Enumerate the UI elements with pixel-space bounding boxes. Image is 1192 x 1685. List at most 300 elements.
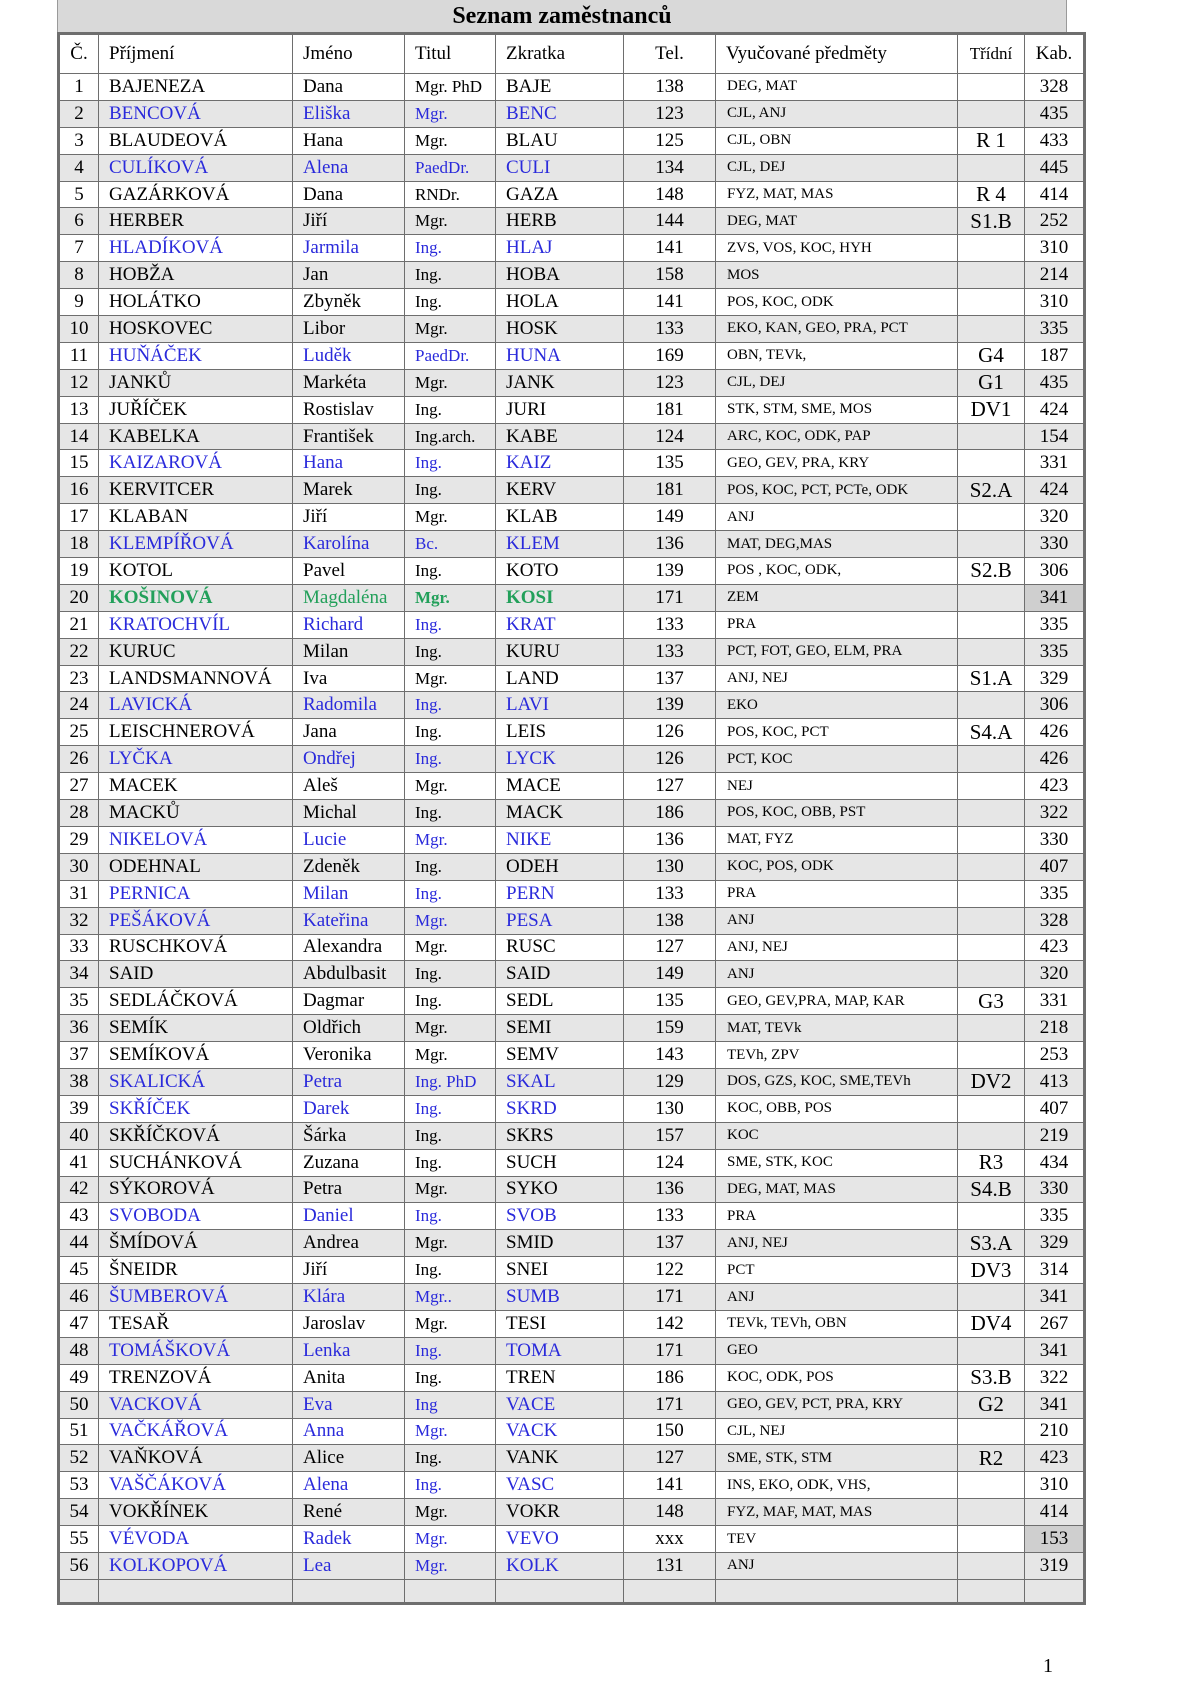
table-row [59, 1149, 1085, 1176]
cell-class: S1.A [958, 665, 1025, 692]
cell-class [958, 531, 1025, 558]
cell-surname: HUŇÁČEK [99, 342, 293, 369]
cell-no: 24 [59, 692, 99, 719]
cell-abbr: VACE [496, 1391, 624, 1418]
cell-room: 423 [1025, 773, 1085, 800]
table-row [59, 988, 1085, 1015]
cell-no: 41 [59, 1149, 99, 1176]
cell-title: Ing. [405, 235, 496, 262]
cell-abbr: BLAU [496, 127, 624, 154]
cell-name: Eva [293, 1391, 405, 1418]
cell-title: Ing. [405, 800, 496, 827]
page-title: Seznam zaměstnanců [57, 0, 1067, 32]
cell-abbr: SKAL [496, 1068, 624, 1095]
cell-tel: 150 [624, 1418, 716, 1445]
cell-class [958, 907, 1025, 934]
cell-abbr: VANK [496, 1445, 624, 1472]
empty-cell [624, 1579, 716, 1603]
cell-title: Mgr. [405, 127, 496, 154]
cell-class: G1 [958, 369, 1025, 396]
cell-title: Ing. [405, 1257, 496, 1284]
cell-abbr: LYCK [496, 746, 624, 773]
cell-abbr: SEDL [496, 988, 624, 1015]
cell-room: 322 [1025, 1364, 1085, 1391]
cell-subjects: STK, STM, SME, MOS [716, 396, 958, 423]
header-subjects: Vyučované předměty [716, 34, 958, 74]
cell-tel: 124 [624, 423, 716, 450]
cell-name: Alexandra [293, 934, 405, 961]
cell-no: 31 [59, 880, 99, 907]
cell-surname: HOBŽA [99, 262, 293, 289]
cell-no: 7 [59, 235, 99, 262]
cell-room: 423 [1025, 934, 1085, 961]
cell-abbr: SEMI [496, 1015, 624, 1042]
cell-title: Ing. [405, 1337, 496, 1364]
cell-surname: KLABAN [99, 504, 293, 531]
cell-subjects: FYZ, MAT, MAS [716, 181, 958, 208]
cell-abbr: HERB [496, 208, 624, 235]
cell-room: 445 [1025, 154, 1085, 181]
cell-class [958, 1042, 1025, 1069]
cell-class: DV4 [958, 1310, 1025, 1337]
cell-surname: JUŘÍČEK [99, 396, 293, 423]
cell-class: S2.B [958, 558, 1025, 585]
cell-room: 335 [1025, 611, 1085, 638]
cell-class [958, 154, 1025, 181]
table-row [59, 1418, 1085, 1445]
cell-tel: 158 [624, 262, 716, 289]
cell-abbr: LEIS [496, 719, 624, 746]
cell-title: Mgr. [405, 1310, 496, 1337]
cell-title: Ing. [405, 396, 496, 423]
cell-abbr: MACE [496, 773, 624, 800]
table-row [59, 1257, 1085, 1284]
cell-no: 49 [59, 1364, 99, 1391]
cell-tel: 181 [624, 477, 716, 504]
cell-abbr: KLAB [496, 504, 624, 531]
cell-name: Oldřich [293, 1015, 405, 1042]
cell-abbr: VACK [496, 1418, 624, 1445]
cell-subjects: PCT, FOT, GEO, ELM, PRA [716, 638, 958, 665]
cell-no: 55 [59, 1526, 99, 1553]
table-row [59, 74, 1085, 101]
cell-abbr: HUNA [496, 342, 624, 369]
cell-tel: 186 [624, 800, 716, 827]
cell-subjects: ZEM [716, 584, 958, 611]
cell-name: Lucie [293, 826, 405, 853]
cell-room: 330 [1025, 1176, 1085, 1203]
cell-class [958, 1472, 1025, 1499]
cell-room: 424 [1025, 477, 1085, 504]
cell-tel: 127 [624, 934, 716, 961]
cell-tel: 171 [624, 1337, 716, 1364]
cell-name: Markéta [293, 369, 405, 396]
cell-surname: PERNICA [99, 880, 293, 907]
cell-surname: KAIZAROVÁ [99, 450, 293, 477]
cell-surname: ŠMÍDOVÁ [99, 1230, 293, 1257]
cell-title: Mgr. PhD [405, 74, 496, 101]
table-row [59, 1042, 1085, 1069]
cell-room: 341 [1025, 1284, 1085, 1311]
cell-no: 51 [59, 1418, 99, 1445]
cell-abbr: HOBA [496, 262, 624, 289]
cell-tel: 141 [624, 235, 716, 262]
empty-cell [99, 1579, 293, 1603]
cell-subjects: MOS [716, 262, 958, 289]
cell-name: Radomila [293, 692, 405, 719]
empty-cell [405, 1579, 496, 1603]
cell-tel: 126 [624, 719, 716, 746]
cell-no: 33 [59, 934, 99, 961]
cell-class: R 4 [958, 181, 1025, 208]
cell-title: Ing. [405, 1364, 496, 1391]
table-row [59, 1230, 1085, 1257]
cell-subjects: KOC, ODK, POS [716, 1364, 958, 1391]
cell-subjects: POS, KOC, PCT [716, 719, 958, 746]
cell-name: Veronika [293, 1042, 405, 1069]
cell-room: 153 [1025, 1526, 1085, 1553]
cell-name: Pavel [293, 558, 405, 585]
cell-tel: 136 [624, 531, 716, 558]
cell-abbr: VASC [496, 1472, 624, 1499]
cell-name: Zuzana [293, 1149, 405, 1176]
cell-abbr: KABE [496, 423, 624, 450]
cell-surname: KERVITCER [99, 477, 293, 504]
cell-class: R3 [958, 1149, 1025, 1176]
cell-subjects: EKO [716, 692, 958, 719]
cell-room: 252 [1025, 208, 1085, 235]
cell-tel: 181 [624, 396, 716, 423]
cell-room: 330 [1025, 531, 1085, 558]
cell-no: 28 [59, 800, 99, 827]
cell-surname: HOLÁTKO [99, 289, 293, 316]
cell-room: 434 [1025, 1149, 1085, 1176]
cell-abbr: LAVI [496, 692, 624, 719]
cell-name: Jiří [293, 1257, 405, 1284]
cell-name: Zbyněk [293, 289, 405, 316]
cell-title: Bc. [405, 531, 496, 558]
cell-name: Hana [293, 127, 405, 154]
cell-name: Jarmila [293, 235, 405, 262]
cell-tel: 186 [624, 1364, 716, 1391]
employee-list-sheet [57, 0, 1073, 1605]
header-tel: Tel. [624, 34, 716, 74]
cell-tel: 126 [624, 746, 716, 773]
cell-no: 35 [59, 988, 99, 1015]
cell-name: Michal [293, 800, 405, 827]
cell-room: 423 [1025, 1445, 1085, 1472]
cell-title: Ing. [405, 477, 496, 504]
cell-name: Ondřej [293, 746, 405, 773]
cell-abbr: KRAT [496, 611, 624, 638]
table-row [59, 262, 1085, 289]
cell-subjects: PCT, KOC [716, 746, 958, 773]
cell-title: Mgr. [405, 1230, 496, 1257]
cell-abbr: MACK [496, 800, 624, 827]
cell-no: 52 [59, 1445, 99, 1472]
cell-no: 11 [59, 342, 99, 369]
cell-surname: VAČKÁŘOVÁ [99, 1418, 293, 1445]
cell-subjects: KOC [716, 1122, 958, 1149]
cell-name: Daniel [293, 1203, 405, 1230]
table-row [59, 208, 1085, 235]
cell-subjects: MAT, FYZ [716, 826, 958, 853]
cell-abbr: LAND [496, 665, 624, 692]
cell-room: 218 [1025, 1015, 1085, 1042]
cell-class [958, 1526, 1025, 1553]
cell-subjects: DOS, GZS, KOC, SME,TEVh [716, 1068, 958, 1095]
cell-subjects: ANJ [716, 1552, 958, 1579]
cell-no: 23 [59, 665, 99, 692]
cell-room: 306 [1025, 558, 1085, 585]
cell-room: 335 [1025, 316, 1085, 343]
table-row-empty [59, 1579, 1085, 1603]
table-row [59, 638, 1085, 665]
cell-surname: LEISCHNEROVÁ [99, 719, 293, 746]
cell-subjects: NEJ [716, 773, 958, 800]
cell-room: 310 [1025, 235, 1085, 262]
table-row [59, 692, 1085, 719]
cell-tel: 171 [624, 1284, 716, 1311]
cell-no: 14 [59, 423, 99, 450]
cell-subjects: ANJ [716, 907, 958, 934]
cell-no: 3 [59, 127, 99, 154]
table-header-row [59, 34, 1085, 74]
cell-subjects: GEO, GEV, PRA, KRY [716, 450, 958, 477]
table-row [59, 826, 1085, 853]
cell-subjects: ANJ, NEJ [716, 665, 958, 692]
cell-title: Mgr. [405, 1015, 496, 1042]
cell-name: Jiří [293, 504, 405, 531]
cell-no: 9 [59, 289, 99, 316]
table-row [59, 611, 1085, 638]
cell-subjects: KOC, POS, ODK [716, 853, 958, 880]
cell-surname: JANKŮ [99, 369, 293, 396]
cell-subjects: OBN, TEVk, [716, 342, 958, 369]
cell-surname: ŠUMBEROVÁ [99, 1284, 293, 1311]
cell-no: 26 [59, 746, 99, 773]
cell-surname: LYČKA [99, 746, 293, 773]
cell-title: Mgr. [405, 665, 496, 692]
cell-class: DV3 [958, 1257, 1025, 1284]
cell-title: Ing. [405, 988, 496, 1015]
cell-tel: 157 [624, 1122, 716, 1149]
cell-no: 13 [59, 396, 99, 423]
cell-surname: HERBER [99, 208, 293, 235]
cell-surname: MACEK [99, 773, 293, 800]
cell-tel: 141 [624, 289, 716, 316]
cell-surname: KLEMPÍŘOVÁ [99, 531, 293, 558]
cell-class: DV1 [958, 396, 1025, 423]
empty-cell [958, 1579, 1025, 1603]
cell-class [958, 1499, 1025, 1526]
table-row [59, 1310, 1085, 1337]
cell-name: Lea [293, 1552, 405, 1579]
cell-no: 50 [59, 1391, 99, 1418]
cell-tel: 171 [624, 1391, 716, 1418]
cell-name: František [293, 423, 405, 450]
cell-no: 54 [59, 1499, 99, 1526]
cell-room: 154 [1025, 423, 1085, 450]
cell-class [958, 1284, 1025, 1311]
cell-surname: VACKOVÁ [99, 1391, 293, 1418]
cell-tel: 133 [624, 880, 716, 907]
cell-class [958, 1122, 1025, 1149]
cell-surname: VÉVODA [99, 1526, 293, 1553]
empty-cell [59, 1579, 99, 1603]
cell-subjects: MAT, TEVk [716, 1015, 958, 1042]
cell-tel: 144 [624, 208, 716, 235]
cell-tel: 127 [624, 1445, 716, 1472]
cell-name: Šárka [293, 1122, 405, 1149]
cell-title: Mgr.. [405, 1284, 496, 1311]
cell-title: Mgr. [405, 934, 496, 961]
cell-title: Ing. [405, 1095, 496, 1122]
header-surname: Příjmení [99, 34, 293, 74]
cell-tel: 136 [624, 1176, 716, 1203]
cell-title: Ing. [405, 746, 496, 773]
cell-name: Luděk [293, 342, 405, 369]
cell-title: RNDr. [405, 181, 496, 208]
cell-name: Milan [293, 880, 405, 907]
cell-subjects: KOC, OBB, POS [716, 1095, 958, 1122]
table-row [59, 1445, 1085, 1472]
cell-tel: 130 [624, 1095, 716, 1122]
cell-tel: 123 [624, 369, 716, 396]
cell-subjects: DEG, MAT, MAS [716, 1176, 958, 1203]
cell-tel: 142 [624, 1310, 716, 1337]
cell-title: Ing. [405, 1149, 496, 1176]
cell-name: Rostislav [293, 396, 405, 423]
cell-no: 19 [59, 558, 99, 585]
cell-class [958, 692, 1025, 719]
cell-surname: GAZÁRKOVÁ [99, 181, 293, 208]
empty-cell [716, 1579, 958, 1603]
table-row [59, 477, 1085, 504]
table-row [59, 1122, 1085, 1149]
cell-surname: KABELKA [99, 423, 293, 450]
cell-no: 46 [59, 1284, 99, 1311]
cell-subjects: ANJ, NEJ [716, 934, 958, 961]
cell-title: Mgr. [405, 1499, 496, 1526]
cell-abbr: SNEI [496, 1257, 624, 1284]
cell-name: Milan [293, 638, 405, 665]
cell-no: 17 [59, 504, 99, 531]
cell-surname: SEDLÁČKOVÁ [99, 988, 293, 1015]
cell-surname: SEMÍKOVÁ [99, 1042, 293, 1069]
table-row [59, 1391, 1085, 1418]
cell-room: 320 [1025, 504, 1085, 531]
header-abbr: Zkratka [496, 34, 624, 74]
cell-surname: CULÍKOVÁ [99, 154, 293, 181]
table-row [59, 719, 1085, 746]
cell-name: Alena [293, 154, 405, 181]
cell-surname: NIKELOVÁ [99, 826, 293, 853]
cell-abbr: SKRD [496, 1095, 624, 1122]
header-title: Titul [405, 34, 496, 74]
cell-no: 32 [59, 907, 99, 934]
cell-subjects: FYZ, MAF, MAT, MAS [716, 1499, 958, 1526]
cell-surname: KOLKOPOVÁ [99, 1552, 293, 1579]
cell-subjects: POS , KOC, ODK, [716, 558, 958, 585]
cell-class: G2 [958, 1391, 1025, 1418]
cell-surname: VAŇKOVÁ [99, 1445, 293, 1472]
cell-title: Ing. [405, 1472, 496, 1499]
table-row [59, 1284, 1085, 1311]
cell-subjects: ZVS, VOS, KOC, HYH [716, 235, 958, 262]
cell-surname: LAVICKÁ [99, 692, 293, 719]
cell-abbr: VOKR [496, 1499, 624, 1526]
cell-subjects: EKO, KAN, GEO, PRA, PCT [716, 316, 958, 343]
table-row [59, 342, 1085, 369]
cell-abbr: SUMB [496, 1284, 624, 1311]
cell-class [958, 880, 1025, 907]
cell-subjects: ARC, KOC, ODK, PAP [716, 423, 958, 450]
cell-no: 5 [59, 181, 99, 208]
cell-surname: VOKŘÍNEK [99, 1499, 293, 1526]
cell-name: Magdaléna [293, 584, 405, 611]
cell-subjects: TEVk, TEVh, OBN [716, 1310, 958, 1337]
cell-subjects: DEG, MAT [716, 74, 958, 101]
empty-cell [496, 1579, 624, 1603]
cell-abbr: HOSK [496, 316, 624, 343]
cell-name: Zdeněk [293, 853, 405, 880]
cell-surname: ŠNEIDR [99, 1257, 293, 1284]
cell-subjects: SME, STK, STM [716, 1445, 958, 1472]
table-row [59, 773, 1085, 800]
cell-class: G3 [958, 988, 1025, 1015]
cell-surname: HOSKOVEC [99, 316, 293, 343]
cell-class: R2 [958, 1445, 1025, 1472]
cell-room: 328 [1025, 907, 1085, 934]
cell-no: 37 [59, 1042, 99, 1069]
cell-name: Kateřina [293, 907, 405, 934]
cell-room: 328 [1025, 74, 1085, 101]
cell-class [958, 74, 1025, 101]
cell-no: 36 [59, 1015, 99, 1042]
cell-name: René [293, 1499, 405, 1526]
cell-room: 433 [1025, 127, 1085, 154]
cell-name: Radek [293, 1526, 405, 1553]
cell-title: Ing [405, 1391, 496, 1418]
cell-class [958, 1418, 1025, 1445]
table-row [59, 1015, 1085, 1042]
empty-cell [1025, 1579, 1085, 1603]
cell-tel: 171 [624, 584, 716, 611]
table-row [59, 907, 1085, 934]
cell-title: Ing. [405, 1445, 496, 1472]
cell-surname: SVOBODA [99, 1203, 293, 1230]
cell-class [958, 100, 1025, 127]
cell-name: Dagmar [293, 988, 405, 1015]
cell-abbr: VEVO [496, 1526, 624, 1553]
cell-title: Ing. [405, 289, 496, 316]
cell-room: 435 [1025, 100, 1085, 127]
cell-room: 335 [1025, 1203, 1085, 1230]
cell-title: Mgr. [405, 907, 496, 934]
cell-name: Jaroslav [293, 1310, 405, 1337]
cell-title: Ing. [405, 611, 496, 638]
table-row [59, 665, 1085, 692]
cell-room: 407 [1025, 853, 1085, 880]
cell-subjects: CJL, DEJ [716, 369, 958, 396]
cell-room: 424 [1025, 396, 1085, 423]
cell-class: R 1 [958, 127, 1025, 154]
page-number: 1 [1043, 1655, 1053, 1677]
cell-title: Mgr. [405, 316, 496, 343]
cell-room: 329 [1025, 665, 1085, 692]
cell-room: 320 [1025, 961, 1085, 988]
